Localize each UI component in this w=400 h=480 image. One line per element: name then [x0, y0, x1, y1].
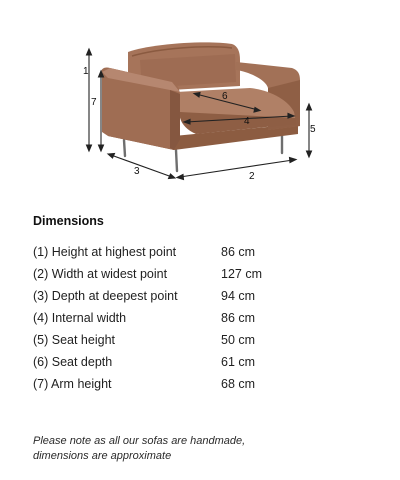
dimensions-list	[33, 241, 333, 395]
dimension-value: 86 cm	[221, 245, 256, 259]
dim-label-3: 3	[134, 166, 140, 177]
armchair-dimension-diagram	[0, 0, 400, 200]
dimension-label: (1) Height at highest point	[33, 245, 177, 259]
dimension-row-seat-height	[33, 329, 333, 351]
dimension-value: 50 cm	[221, 333, 256, 347]
dimension-label: (5) Seat height	[33, 333, 115, 347]
disclaimer-line-1: Please note as all our sofas are handmade,	[33, 435, 246, 447]
dimension-row-internal-width	[33, 307, 333, 329]
dimension-line-3	[108, 154, 175, 179]
dim-label-1: 1	[83, 66, 89, 77]
dimension-label: (4) Internal width	[33, 311, 127, 325]
dim-label-6: 6	[222, 91, 228, 102]
dim-label-4: 4	[244, 116, 250, 127]
dimension-label: (6) Seat depth	[33, 355, 113, 369]
dimension-label: (7) Arm height	[33, 377, 112, 391]
dimensions-heading: Dimensions	[33, 214, 104, 228]
disclaimer-line-2: dimensions are approximate	[33, 450, 172, 462]
dim-label-7: 7	[91, 97, 97, 108]
dimension-value: 68 cm	[221, 377, 256, 391]
dimension-value: 94 cm	[221, 289, 256, 303]
dimension-label: (2) Width at widest point	[33, 267, 168, 281]
dimension-row-seat-depth	[33, 351, 333, 373]
dimension-value: 127 cm	[221, 267, 262, 281]
dim-label-2: 2	[249, 171, 255, 182]
dimension-line-2	[177, 158, 296, 180]
armchair-illustration	[0, 0, 400, 200]
dimension-value: 61 cm	[221, 355, 256, 369]
handmade-disclaimer	[33, 434, 353, 464]
dimension-row-depth	[33, 285, 333, 307]
dim-label-5: 5	[310, 124, 316, 135]
dimension-row-width	[33, 263, 333, 285]
dimension-label: (3) Depth at deepest point	[33, 289, 178, 303]
dimension-row-height	[33, 241, 333, 263]
dimension-row-arm-height	[33, 373, 333, 395]
dimension-value: 86 cm	[221, 311, 256, 325]
